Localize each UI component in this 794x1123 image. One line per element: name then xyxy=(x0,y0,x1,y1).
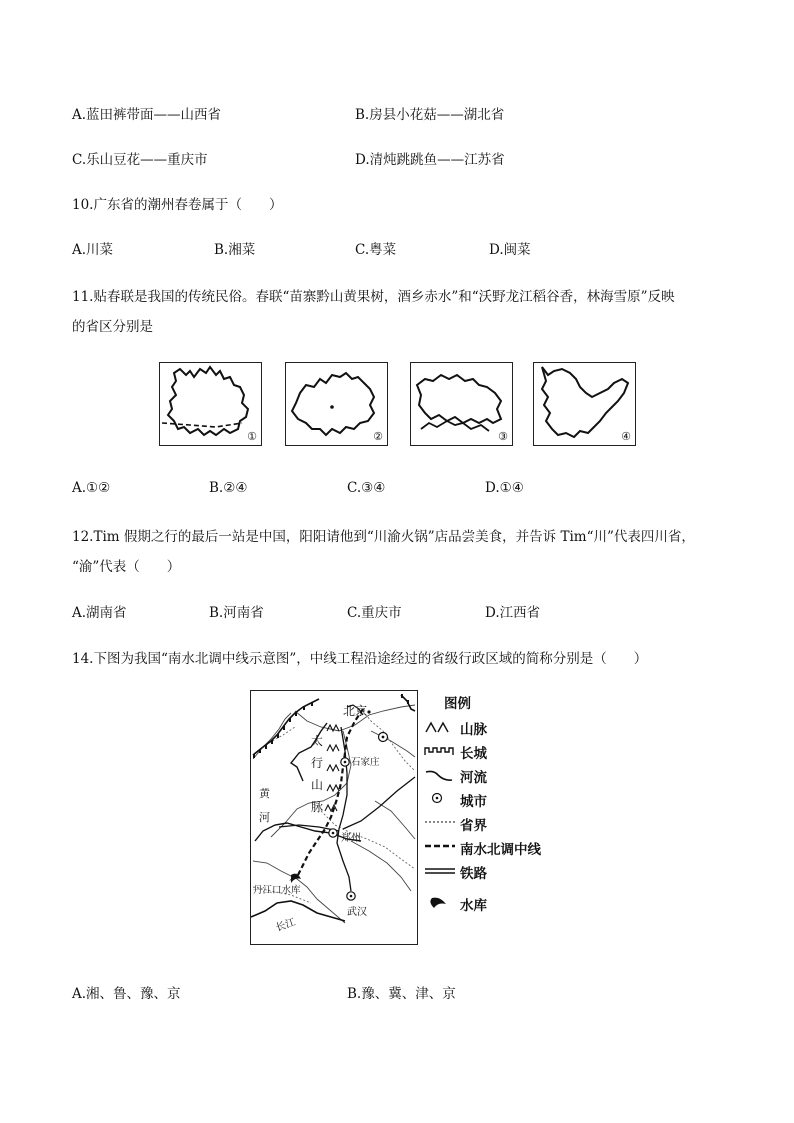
province-outline-1-shape xyxy=(160,363,260,444)
province-outline-4-shape xyxy=(534,363,634,444)
legend-title: 图例 xyxy=(444,696,471,712)
province-outline-4 xyxy=(533,362,636,446)
legend-item-mountain: 山脉 xyxy=(460,722,487,738)
q12-option-c: C.重庆市 xyxy=(347,605,402,621)
map-label-wuhan: 武汉 xyxy=(347,907,367,918)
legend-item-water-transfer-route: 南水北调中线 xyxy=(460,842,541,858)
map-label-taihang-3: 山 xyxy=(311,778,324,792)
map-label-shijiazhuang: 石家庄 xyxy=(351,757,380,768)
q12-option-d: D.江西省 xyxy=(485,605,541,621)
river-icon xyxy=(424,768,458,782)
q11-stem-line1: 11.贴春联是我国的传统民俗。春联“苗寨黔山黄果树，酒乡赤水”和“沃野龙江稻谷香，林海雪原”反映 xyxy=(72,289,675,305)
legend-item-province-border: 省界 xyxy=(460,818,487,834)
map-label-danjiangkou: 丹江口水库 xyxy=(253,885,301,896)
legend-item-great-wall: 长城 xyxy=(460,746,487,762)
map-label-huanghe-2: 河 xyxy=(259,811,270,824)
q10-option-d: D.闽菜 xyxy=(489,242,531,258)
q11-stem-line2: 的省区分别是 xyxy=(72,319,153,335)
figure-number-3: ③ xyxy=(498,430,508,443)
q11-option-d: D.①④ xyxy=(485,480,524,496)
map-label-changjiang: 长江 xyxy=(274,917,297,934)
map-legend xyxy=(424,692,564,922)
city-icon xyxy=(424,791,458,805)
province-outline-3 xyxy=(410,362,513,446)
map-label-taihang-1: 太 xyxy=(311,734,324,748)
map-label-taihang-2: 行 xyxy=(311,756,324,770)
province-outline-1 xyxy=(159,362,262,446)
q10-option-c: C.粤菜 xyxy=(355,242,397,258)
q11-option-b: B.②④ xyxy=(209,480,248,496)
q11-option-a: A.①② xyxy=(72,480,111,496)
q10-option-b: B.湘菜 xyxy=(214,242,256,258)
q14-option-a: A.湘、鲁、豫、京 xyxy=(72,986,181,1002)
legend-item-railway: 铁路 xyxy=(460,866,487,882)
q9-option-a: A.蓝田裤带面——山西省 xyxy=(72,107,222,123)
map-label-beijing: 北京 xyxy=(343,704,368,718)
q12-stem-line1: 12.Tim 假期之行的最后一站是中国，阳阳请他到“川渝火锅”店品尝美食，并告诉 Tim“川”代表四川省， xyxy=(72,529,695,545)
map-label-huanghe-1: 黄 xyxy=(259,787,270,800)
reservoir-icon xyxy=(424,894,458,910)
figure-number-4: ④ xyxy=(621,430,631,443)
q12-stem-line2: “渝”代表（ ） xyxy=(72,559,181,575)
mountain-icon xyxy=(424,720,458,734)
great-wall-icon xyxy=(424,744,458,758)
q14-stem: 14.下图为我国“南水北调中线示意图”，中线工程沿途经过的省级行政区域的简称分别是（ ） xyxy=(72,651,648,667)
province-outline-3-shape xyxy=(411,363,511,444)
q10-stem: 10.广东省的潮州春卷属于（ ） xyxy=(72,197,283,213)
q10-option-a: A.川菜 xyxy=(72,242,114,258)
legend-item-reservoir: 水库 xyxy=(460,898,487,914)
q11-option-c: C.③④ xyxy=(347,480,386,496)
south-north-water-map xyxy=(250,690,418,945)
railway-icon xyxy=(424,864,458,878)
figure-number-1: ① xyxy=(247,430,257,443)
q9-option-b: B.房县小花菇——湖北省 xyxy=(355,107,505,123)
figure-number-2: ② xyxy=(373,430,383,443)
map-label-zhengzhou: 郑州 xyxy=(341,833,361,844)
q9-option-c: C.乐山豆花——重庆市 xyxy=(72,152,208,168)
q14-option-b: B.豫、冀、津、京 xyxy=(347,986,456,1002)
map-label-taihang-4: 脉 xyxy=(311,800,324,814)
water-transfer-route-icon xyxy=(424,839,458,853)
q9-option-d: D.清炖跳跳鱼——江苏省 xyxy=(355,152,505,168)
legend-item-city: 城市 xyxy=(460,794,487,810)
province-outline-2 xyxy=(285,362,388,446)
legend-item-river: 河流 xyxy=(460,770,487,786)
q12-option-a: A.湖南省 xyxy=(72,605,127,621)
q12-option-b: B.河南省 xyxy=(209,605,264,621)
south-north-water-map-drawing xyxy=(251,691,416,943)
province-outline-2-shape xyxy=(286,363,386,444)
province-border-icon xyxy=(424,815,458,829)
